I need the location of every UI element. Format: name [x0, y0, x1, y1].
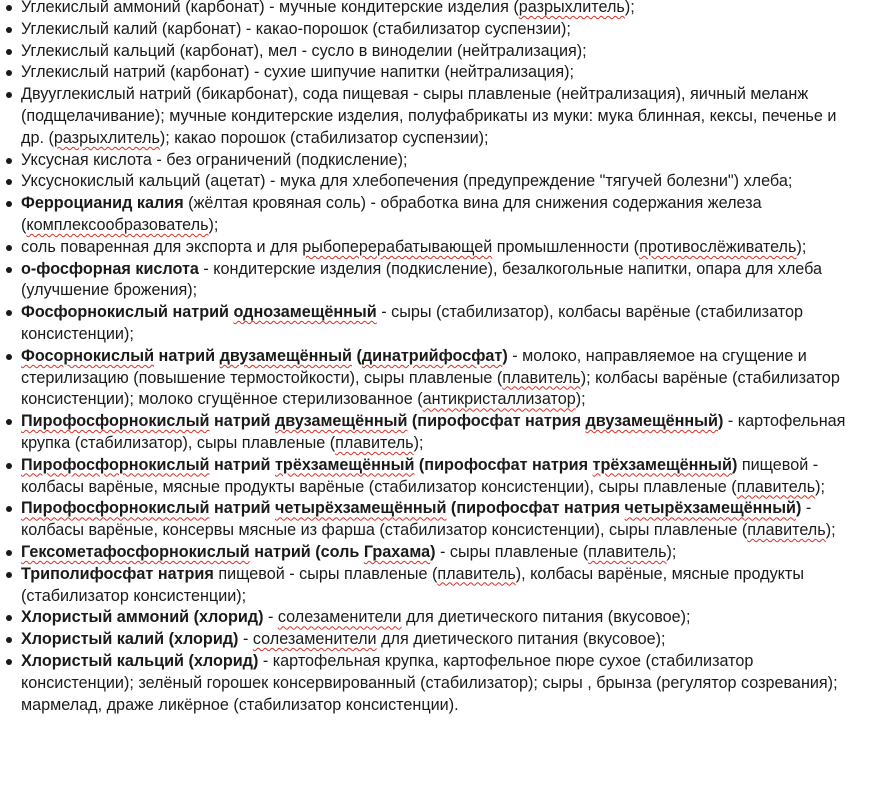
item-text: ); — [815, 477, 826, 496]
list-item — [0, 411, 858, 455]
item-text: - колбасы варёные, консервы мясные из фарша (стабилизатор консистенции), сыры плавленые ( — [21, 499, 812, 540]
spellcheck-word: трёхзамещённый — [275, 455, 415, 474]
item-text: - молоко, направляемое на сгущение и стерилизацию (повышение термостойкости), сыры плавленые ( — [21, 346, 807, 387]
spellcheck-word: Фосорнокислый — [21, 346, 155, 365]
item-text: - сыры плавленые ( — [435, 542, 589, 561]
bullet-icon — [6, 158, 12, 164]
bullet-icon — [6, 27, 12, 33]
bullet-icon — [6, 5, 12, 11]
spellcheck-word: однозамещённый — [233, 303, 377, 322]
spellcheck-word: четырёхзамещённый — [624, 499, 796, 518]
spellcheck-word: разрыхлитель — [518, 0, 625, 16]
bullet-icon — [6, 659, 12, 665]
item-text: Уксуснокислый кальций (ацетат) - мука для хлебопечения (предупреждение "тягучей болезни") хлеба; — [21, 172, 793, 191]
spellcheck-word: Пирофосфорнокислый — [21, 455, 210, 474]
spellcheck-word: четырёхзамещённый — [275, 499, 447, 518]
spellcheck-word: Пирофосфорнокислый — [21, 499, 210, 518]
list-item — [0, 455, 858, 499]
spellcheck-word: плавитель — [747, 521, 826, 540]
item-text: Ферроцианид калия — [21, 194, 184, 213]
item-text: ) — [795, 499, 802, 518]
item-text: Уксусная кислота - без ограничений (подкисление); — [21, 150, 408, 169]
spellcheck-word: Грахама — [363, 542, 431, 561]
spellcheck-word: двузамещённый — [585, 412, 718, 431]
bullet-icon — [6, 267, 12, 273]
list-item — [0, 259, 858, 303]
item-text: Хлористый калий (хлорид) — [21, 630, 239, 649]
item-text: - — [263, 608, 278, 627]
item-text: Углекислый натрий (карбонат) - сухие шипучие напитки (нейтрализация); — [21, 63, 575, 82]
bullet-icon — [6, 310, 12, 316]
item-text: ); колбасы варёные (стабилизатор консистенции); молоко сгущённое стерилизованное ( — [21, 368, 840, 409]
list-item — [0, 0, 858, 19]
bullet-icon — [6, 506, 12, 512]
spellcheck-word: рыбоперерабатывающей — [302, 237, 493, 256]
item-text: соль поваренная для экспорта и для — [21, 237, 303, 256]
bullet-icon — [6, 550, 12, 556]
item-text: (пирофосфат натрия — [414, 455, 593, 474]
item-text: ); — [666, 542, 677, 561]
list-item — [0, 346, 858, 411]
bullet-icon — [6, 70, 12, 76]
bullet-icon — [6, 92, 12, 98]
list-item — [0, 41, 858, 63]
item-text: ) — [731, 455, 738, 474]
item-text: ); — [208, 215, 219, 234]
item-text: для диетического питания (вкусовое); — [376, 630, 666, 649]
bullet-icon — [6, 179, 12, 185]
spellcheck-word: комплексообразователь — [26, 215, 209, 234]
item-text: (жёлтая кровяная соль) - обработка вина для снижения содержания железа ( — [21, 194, 762, 234]
list-item — [0, 193, 858, 237]
item-text: ); — [413, 433, 424, 452]
list-item — [0, 542, 858, 564]
list-item — [0, 651, 858, 716]
item-text: ); — [575, 390, 586, 409]
spellcheck-word: двузамещённый — [275, 412, 408, 431]
item-text: ); — [825, 521, 836, 540]
list-item — [0, 19, 858, 41]
spellcheck-word: солезаменители — [277, 608, 402, 627]
item-text: (пирофосфат натрия — [446, 499, 625, 518]
spellcheck-word: антикристаллизатор — [422, 390, 576, 409]
list-item — [0, 171, 858, 193]
spellcheck-word: плавитель — [588, 542, 667, 561]
bullet-icon — [6, 463, 12, 469]
item-text: Двууглекислый натрий (бикарбонат), сода пищевая - сыры плавленые (нейтрализация), яичный меланж (подщелачивание); мучные кондитерские изделия, полуфабрикаты из муки: мука блинная, кексы, печенье и др. ( — [21, 85, 837, 147]
list-item — [0, 564, 858, 608]
item-text: натрий — [209, 455, 275, 474]
list-item — [0, 607, 858, 629]
item-text: ); — [624, 0, 635, 16]
spellcheck-word: Пирофосфорнокислый — [21, 412, 210, 431]
spellcheck-word: плавитель — [335, 433, 414, 452]
item-text: - сыры (стабилизатор), колбасы варёные (стабилизатор консистенции); — [21, 303, 803, 343]
spellcheck-word: двузамещённый — [219, 346, 352, 365]
item-text: для диетического питания (вкусовое); — [401, 608, 691, 627]
spellcheck-word: плавитель — [736, 477, 816, 496]
item-text: натрий (соль — [249, 542, 364, 561]
item-text: натрий — [209, 499, 275, 518]
list-item — [0, 150, 858, 172]
spellcheck-word: динатрийфосфат — [361, 346, 503, 365]
list-item — [0, 498, 858, 542]
list-item — [0, 302, 858, 346]
item-text: Хлористый кальций (хлорид) — [21, 651, 259, 670]
item-text: Триполифосфат натрия — [21, 564, 214, 583]
item-text: о-фосфорная кислота — [21, 259, 199, 278]
list-item — [0, 62, 858, 84]
item-text: ), колбасы варёные, мясные продукты (стабилизатор консистенции); — [21, 564, 804, 605]
bullet-icon — [6, 572, 12, 578]
list-item — [0, 237, 858, 259]
bullet-icon — [6, 245, 12, 251]
item-text: ( — [351, 346, 362, 365]
item-text: Углекислый кальций (карбонат), мел - сусло в виноделии (нейтрализация); — [21, 41, 587, 60]
item-text: - кондитерские изделия (подкисление), безалкогольные напитки, опара для хлеба (улучшение брожения); — [21, 259, 822, 300]
item-text: ) — [430, 542, 436, 561]
item-text: натрий — [154, 346, 220, 365]
item-text: - картофельная крупка, картофельное пюре сухое (стабилизатор консистенции); зелёный горошек консервированный (стабилизатор); сыры , брынза (регулятор созревания); мармелад, драже ликёрное (стабилизатор консистенции). — [21, 651, 838, 714]
bullet-icon — [6, 637, 12, 643]
bullet-icon — [6, 49, 12, 55]
spellcheck-word: разрыхлитель — [53, 128, 160, 147]
spellcheck-word: трёхзамещённый — [592, 455, 732, 474]
item-text: Хлористый аммоний (хлорид) — [21, 608, 264, 627]
item-text: Углекислый калий (карбонат) - какао-порошок (стабилизатор суспензии); — [21, 19, 571, 38]
item-text: (пирофосфат натрия — [407, 412, 586, 431]
spellcheck-word: солезаменители — [252, 630, 377, 649]
bullet-icon — [6, 201, 12, 207]
item-text: промышленности ( — [492, 237, 640, 256]
item-text: натрий — [209, 412, 275, 431]
item-text: ) — [502, 346, 508, 365]
spellcheck-word: плавитель — [502, 368, 581, 387]
item-text: - — [238, 630, 253, 649]
item-text: Углекислый аммоний (карбонат) - мучные кондитерские изделия ( — [21, 0, 519, 16]
spellcheck-word: плавитель — [437, 564, 516, 583]
bullet-icon — [6, 419, 12, 425]
list-item — [0, 629, 858, 651]
item-text: ); — [796, 237, 807, 256]
item-text: пищевой - колбасы варёные, мясные продукты варёные (стабилизатор консистенции), сыры плавленые ( — [21, 455, 819, 496]
item-text: пищевой - сыры плавленые ( — [213, 564, 438, 583]
item-text: ) — [717, 412, 724, 431]
item-text: Фосфорнокислый натрий — [21, 303, 234, 322]
bullet-icon — [6, 354, 12, 360]
bullet-icon — [6, 615, 12, 621]
list-item — [0, 84, 858, 149]
spellcheck-word: Гексометафосфорнокислый — [21, 542, 250, 561]
item-text: ); какао порошок (стабилизатор суспензии); — [159, 128, 489, 147]
item-text: - картофельная крупка (стабилизатор), сыры плавленые ( — [21, 412, 846, 452]
spellcheck-word: противослёживатель — [639, 237, 797, 256]
